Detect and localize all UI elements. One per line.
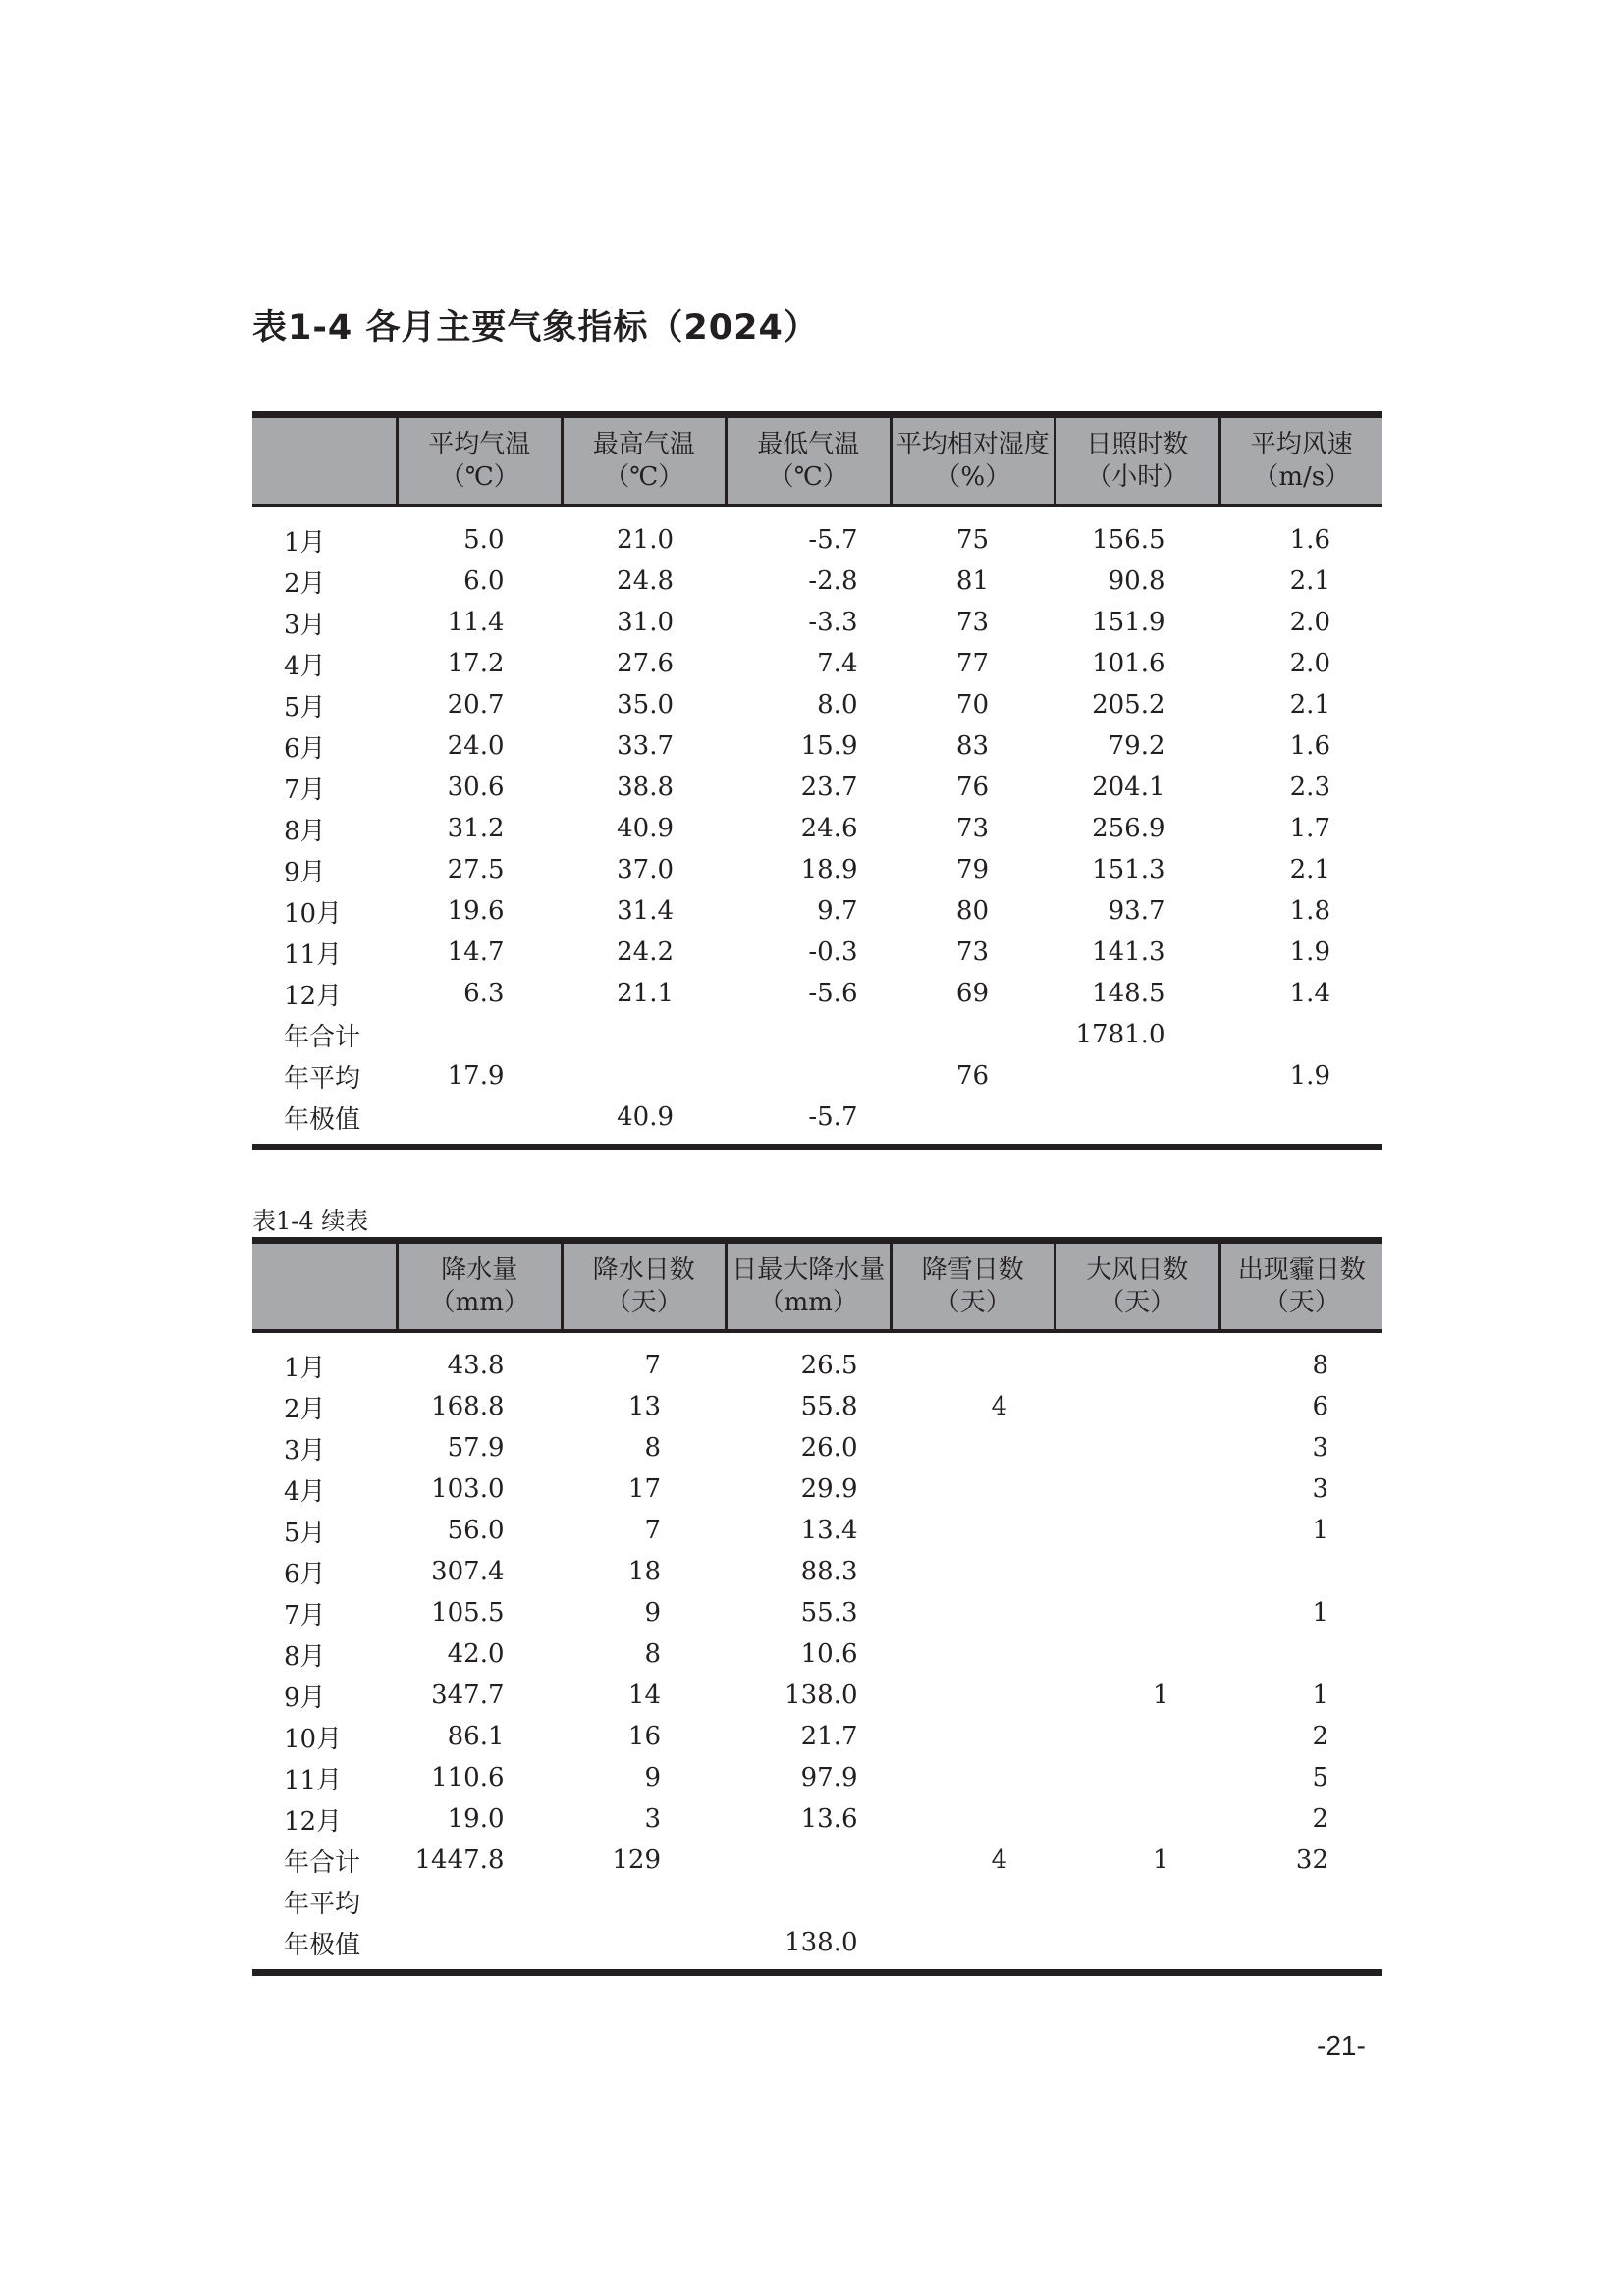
table-cell: 1447.8 (414, 1845, 505, 1875)
header-label: 最高气温 (592, 429, 695, 459)
row-label: 9月 (284, 857, 326, 887)
header-cell (1054, 418, 1218, 504)
header-cell (252, 1244, 396, 1329)
table-cell: 16 (627, 1722, 661, 1751)
header-unit: （小时） (1086, 461, 1189, 492)
table-cell: 24.0 (447, 731, 505, 761)
table-cell: 79.2 (1108, 731, 1165, 761)
page-title: 表1-4 各月主要气象指标（2024） (252, 308, 819, 347)
table-cell: 110.6 (431, 1763, 505, 1792)
row-label: 6月 (284, 1559, 326, 1589)
header-label: 日最大降水量 (731, 1255, 886, 1285)
table-cell: 3 (1312, 1474, 1328, 1504)
table-cell: 138.0 (785, 1928, 858, 1957)
table-cell: 8 (1312, 1351, 1328, 1380)
table-cell: 30.6 (447, 773, 505, 802)
table-cell: 31.2 (447, 814, 505, 843)
header-cell (725, 418, 890, 504)
table-cell: 307.4 (431, 1557, 505, 1586)
table-cell: 40.9 (617, 814, 674, 843)
table-body (252, 507, 1382, 1150)
table-cell: 26.5 (800, 1351, 858, 1380)
table-cell: 33.7 (617, 731, 674, 761)
table-cell: 1 (1152, 1681, 1169, 1710)
table-cell: 6.0 (463, 566, 505, 596)
table-cell: 55.3 (800, 1598, 858, 1628)
table-cell: 2.0 (1289, 608, 1330, 637)
table-cell: 1.8 (1289, 896, 1330, 926)
table-cell: 204.1 (1092, 773, 1165, 802)
table-cell: 347.7 (431, 1681, 505, 1710)
row-label: 年平均 (284, 1889, 361, 1919)
table-cell: 81 (955, 566, 989, 596)
header-cell (561, 1244, 726, 1329)
table-row (252, 1922, 1382, 1963)
table-row (252, 849, 1382, 890)
table-cell: 40.9 (617, 1102, 674, 1132)
table-cell: 38.8 (617, 773, 674, 802)
header-label: 平均相对湿度 (895, 429, 1050, 459)
table-cell: 7 (644, 1516, 661, 1545)
table-cell: 138.0 (785, 1681, 858, 1710)
table-cell: 13.6 (800, 1804, 858, 1834)
row-label: 12月 (284, 981, 343, 1011)
table-row (252, 725, 1382, 767)
row-label: 8月 (284, 816, 326, 846)
table-cell: 32 (1295, 1845, 1328, 1875)
table-row (252, 602, 1382, 643)
table-cell: 17.2 (447, 649, 505, 678)
header-cell (396, 418, 561, 504)
table-cell: 1.9 (1289, 1061, 1330, 1091)
header-unit: （天） (1263, 1287, 1340, 1317)
table-header (252, 411, 1382, 507)
table-row (252, 1881, 1382, 1922)
table-row (252, 1675, 1382, 1716)
table-row (252, 1096, 1382, 1138)
table-cell: 55.8 (800, 1392, 858, 1421)
table-header (252, 1237, 1382, 1333)
table-row (252, 1840, 1382, 1881)
row-label: 7月 (284, 774, 326, 805)
table-cell: 18.9 (800, 855, 858, 884)
table-cell: 57.9 (447, 1433, 505, 1463)
table-row (252, 890, 1382, 932)
table-cell: 56.0 (447, 1516, 505, 1545)
table-cell: 27.6 (617, 649, 674, 678)
table-cell: -0.3 (808, 937, 858, 967)
table-cell: 5 (1312, 1763, 1328, 1792)
row-label: 8月 (284, 1641, 326, 1672)
table-cell: 1781.0 (1075, 1020, 1165, 1049)
table-cell: 17 (627, 1474, 661, 1504)
header-cell (890, 418, 1055, 504)
table-row (252, 1633, 1382, 1675)
table-cell: 3 (1312, 1433, 1328, 1463)
table-cell: 7 (644, 1351, 661, 1380)
table-cell: 21.1 (617, 979, 674, 1008)
header-cell (890, 1244, 1055, 1329)
table-cell: 7.4 (817, 649, 858, 678)
table-row (252, 808, 1382, 849)
table-cell: 2 (1312, 1804, 1328, 1834)
table-row (252, 973, 1382, 1014)
table-cell: -2.8 (808, 566, 858, 596)
page-number: -21- (1317, 2030, 1366, 2060)
table-cell: 148.5 (1092, 979, 1165, 1008)
table-cell: 29.9 (800, 1474, 858, 1504)
table-cell: 93.7 (1108, 896, 1165, 926)
row-label: 年平均 (284, 1063, 361, 1094)
table-cell: 15.9 (800, 731, 858, 761)
table-cell: 76 (955, 773, 989, 802)
table-row (252, 1551, 1382, 1592)
table-cell: 1.4 (1289, 979, 1330, 1008)
header-unit: （℃） (604, 461, 684, 492)
row-label: 年极值 (284, 1104, 361, 1135)
table-cell: 9 (644, 1598, 661, 1628)
table-cell: 88.3 (800, 1557, 858, 1586)
header-cell (1054, 1244, 1218, 1329)
table-cell: 6 (1312, 1392, 1328, 1421)
table-cell: 76 (955, 1061, 989, 1091)
header-label: 最低气温 (757, 429, 860, 459)
table-cell: -5.6 (808, 979, 858, 1008)
table-cell: 1.7 (1289, 814, 1330, 843)
table-cell: 83 (955, 731, 989, 761)
header-cell (561, 418, 726, 504)
header-label: 降水日数 (592, 1255, 695, 1285)
table-cell: 256.9 (1092, 814, 1165, 843)
weather-table-main (252, 411, 1382, 1150)
row-label: 3月 (284, 1435, 326, 1466)
header-cell (1218, 418, 1383, 504)
table-cell: 31.0 (617, 608, 674, 637)
table-row (252, 1510, 1382, 1551)
table-cell: 23.7 (800, 773, 858, 802)
row-label: 11月 (284, 939, 343, 970)
table-cell: 9.7 (817, 896, 858, 926)
table-row (252, 1427, 1382, 1468)
table-cell: 18 (627, 1557, 661, 1586)
table-cell: 90.8 (1108, 566, 1165, 596)
table-cell: 86.1 (447, 1722, 505, 1751)
table-caption-continued: 表1-4 续表 (252, 1207, 369, 1235)
table-cell: 2.1 (1289, 690, 1330, 720)
table-row (252, 684, 1382, 725)
row-label: 年合计 (284, 1847, 361, 1878)
table-cell: 205.2 (1092, 690, 1165, 720)
header-cell (396, 1244, 561, 1329)
table-cell: 141.3 (1092, 937, 1165, 967)
header-unit: （%） (935, 461, 1011, 492)
table-cell: 69 (955, 979, 989, 1008)
table-row (252, 1468, 1382, 1510)
table-cell: 1 (1152, 1845, 1169, 1875)
table-row (252, 1386, 1382, 1427)
row-label: 6月 (284, 733, 326, 764)
table-cell: 17.9 (447, 1061, 505, 1091)
table-cell: 73 (955, 937, 989, 967)
table-row (252, 643, 1382, 684)
table-row (252, 1014, 1382, 1055)
table-cell: 26.0 (800, 1433, 858, 1463)
header-label: 日照时数 (1086, 429, 1189, 459)
table-cell: 13.4 (800, 1516, 858, 1545)
table-cell: 151.9 (1092, 608, 1165, 637)
header-unit: （mm） (429, 1287, 529, 1317)
weather-table-continued (252, 1237, 1382, 1976)
row-label: 10月 (284, 1724, 343, 1754)
table-cell: 13 (627, 1392, 661, 1421)
table-cell: 24.2 (617, 937, 674, 967)
row-label: 年合计 (284, 1022, 361, 1052)
row-label: 4月 (284, 651, 326, 681)
table-cell: 151.3 (1092, 855, 1165, 884)
table-cell: 75 (955, 525, 989, 555)
table-cell: 73 (955, 814, 989, 843)
table-cell: 2.1 (1289, 566, 1330, 596)
table-cell: 4 (991, 1392, 1007, 1421)
table-cell: 1 (1312, 1516, 1328, 1545)
table-cell: 6.3 (463, 979, 505, 1008)
table-cell: 2.0 (1289, 649, 1330, 678)
header-unit: （m/s） (1253, 461, 1351, 492)
table-cell: 101.6 (1092, 649, 1165, 678)
table-cell: 21.0 (617, 525, 674, 555)
table-cell: 105.5 (431, 1598, 505, 1628)
table-cell: 20.7 (447, 690, 505, 720)
row-label: 7月 (284, 1600, 326, 1630)
table-cell: -5.7 (808, 525, 858, 555)
table-cell: 1 (1312, 1598, 1328, 1628)
table-row (252, 767, 1382, 808)
row-label: 1月 (284, 527, 326, 558)
row-label: 年极值 (284, 1930, 361, 1960)
header-label: 大风日数 (1086, 1255, 1189, 1285)
row-label: 1月 (284, 1353, 326, 1383)
table-cell: 14 (627, 1681, 661, 1710)
table-cell: 35.0 (617, 690, 674, 720)
table-row (252, 932, 1382, 973)
table-cell: 11.4 (447, 608, 505, 637)
table-cell: 31.4 (617, 896, 674, 926)
header-label: 出现霾日数 (1237, 1255, 1366, 1285)
row-label: 4月 (284, 1476, 326, 1507)
row-label: 12月 (284, 1806, 343, 1837)
table-cell: 4 (991, 1845, 1007, 1875)
table-row (252, 1345, 1382, 1386)
table-row (252, 561, 1382, 602)
row-label: 2月 (284, 1394, 326, 1424)
table-cell: 97.9 (800, 1763, 858, 1792)
table-cell: 1 (1312, 1681, 1328, 1710)
row-label: 9月 (284, 1682, 326, 1713)
table-cell: 21.7 (800, 1722, 858, 1751)
row-label: 11月 (284, 1765, 343, 1795)
table-cell: 129 (612, 1845, 661, 1875)
table-cell: 8 (644, 1639, 661, 1669)
table-cell: 37.0 (617, 855, 674, 884)
header-unit: （℃） (439, 461, 519, 492)
table-cell: 1.9 (1289, 937, 1330, 967)
table-cell: 42.0 (447, 1639, 505, 1669)
header-label: 平均气温 (428, 429, 531, 459)
table-cell: 1.6 (1289, 731, 1330, 761)
table-cell: 77 (955, 649, 989, 678)
row-label: 3月 (284, 610, 326, 640)
table-cell: -3.3 (808, 608, 858, 637)
row-label: 10月 (284, 898, 343, 929)
table-cell: 2.3 (1289, 773, 1330, 802)
header-unit: （mm） (758, 1287, 858, 1317)
table-row (252, 1055, 1382, 1096)
table-cell: 80 (955, 896, 989, 926)
table-cell: 14.7 (447, 937, 505, 967)
table-cell: 24.6 (800, 814, 858, 843)
table-cell: 79 (955, 855, 989, 884)
header-unit: （天） (605, 1287, 682, 1317)
header-cell (252, 418, 396, 504)
table-cell: 19.0 (447, 1804, 505, 1834)
table-cell: 43.8 (447, 1351, 505, 1380)
header-cell (1218, 1244, 1383, 1329)
table-cell: -5.7 (808, 1102, 858, 1132)
table-row (252, 1798, 1382, 1840)
table-cell: 73 (955, 608, 989, 637)
table-row (252, 519, 1382, 561)
table-cell: 3 (644, 1804, 661, 1834)
row-label: 5月 (284, 1518, 326, 1548)
table-cell: 156.5 (1092, 525, 1165, 555)
table-cell: 5.0 (463, 525, 505, 555)
table-cell: 2.1 (1289, 855, 1330, 884)
row-label: 2月 (284, 568, 326, 599)
table-cell: 19.6 (447, 896, 505, 926)
header-cell (725, 1244, 890, 1329)
table-cell: 24.8 (617, 566, 674, 596)
header-label: 降雪日数 (921, 1255, 1024, 1285)
table-cell: 70 (955, 690, 989, 720)
table-cell: 9 (644, 1763, 661, 1792)
header-unit: （天） (1099, 1287, 1176, 1317)
header-unit: （天） (934, 1287, 1011, 1317)
table-row (252, 1757, 1382, 1798)
table-row (252, 1592, 1382, 1633)
table-cell: 2 (1312, 1722, 1328, 1751)
table-cell: 1.6 (1289, 525, 1330, 555)
table-cell: 168.8 (431, 1392, 505, 1421)
table-cell: 8 (644, 1433, 661, 1463)
table-cell: 27.5 (447, 855, 505, 884)
header-unit: （℃） (768, 461, 848, 492)
table-cell: 10.6 (800, 1639, 858, 1669)
header-label: 降水量 (441, 1255, 518, 1285)
header-label: 平均风速 (1250, 429, 1353, 459)
table-body (252, 1333, 1382, 1976)
table-cell: 103.0 (431, 1474, 505, 1504)
table-row (252, 1716, 1382, 1757)
table-cell: 8.0 (817, 690, 858, 720)
row-label: 5月 (284, 692, 326, 722)
